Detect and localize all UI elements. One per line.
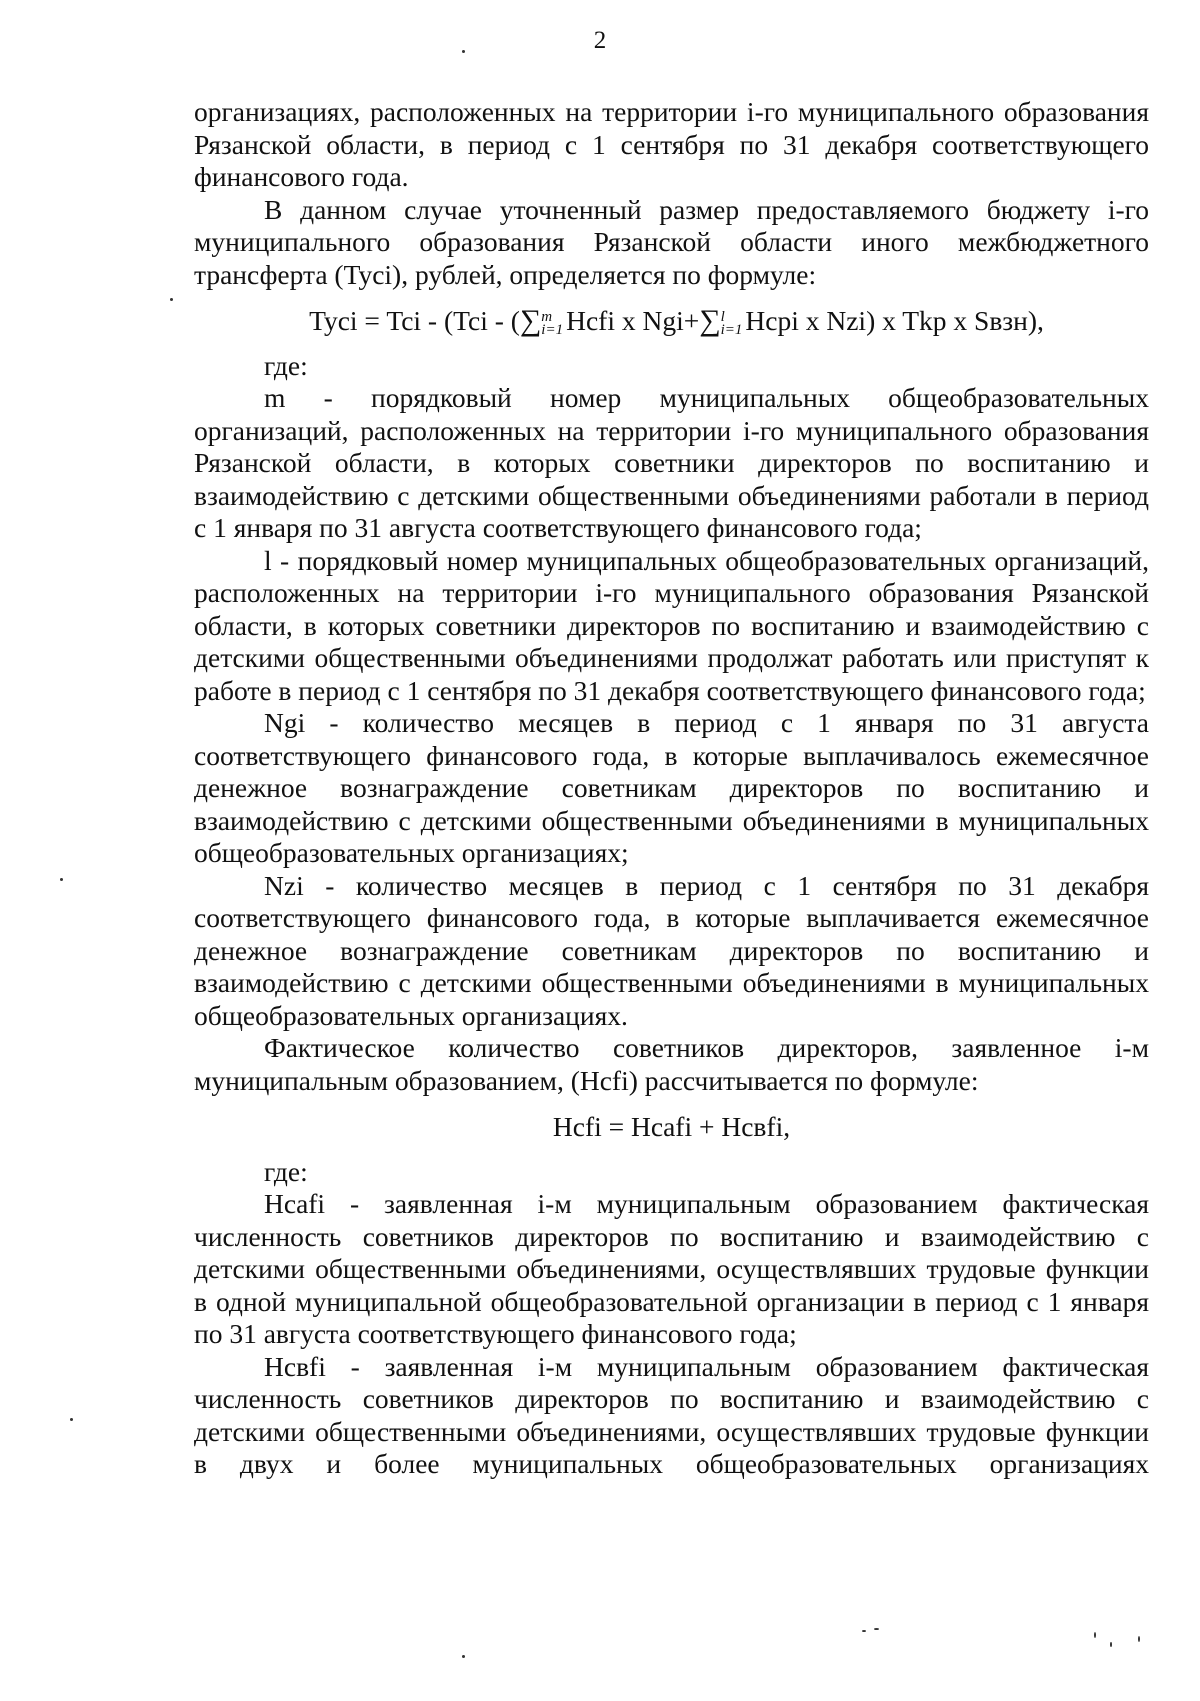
where-label: где: [264, 349, 308, 381]
scan-speck [1094, 1632, 1096, 1638]
scan-speck [862, 1630, 866, 1632]
paragraph-transfer-intro: В данном случае уточненный размер предоставляемого бюджету i-го муниципального образования Рязанской области иного межбюджетного трансферта (Tyci), рублей, определяется по формуле: [194, 193, 1149, 290]
sum-symbol: ∑ [699, 304, 721, 337]
paragraph-continuation: организациях, расположенных на территории i-го муниципального образования Рязанской области, в период с 1 сентября по 31 декабря соответствующего финансового года. [194, 96, 1149, 192]
formula-hcfi: Hcfi = Hcafi + Hcвfi, [552, 1111, 791, 1142]
formula-lead: Tyci = Tci - (Tci - ( [309, 305, 520, 336]
sum-limits-m: m i=1 [541, 308, 564, 338]
definition-hcafi: Hcafi - заявленная i-м муниципальным образованием фактическая численность советников директоров по воспитанию и взаимодействию с детскими общественными объединениями, осуществлявших трудовые функции в одной муниципальной общеобразовательной организации в период с 1 января по 31 августа соответствующего финансового года; [194, 1188, 1149, 1349]
scan-speck [60, 878, 63, 881]
where-label: где: [264, 1155, 308, 1187]
definition-nzi: Nzi - количество месяцев в период с 1 сентября по 31 декабря соответствующего финансового года, в которые выплачивается ежемесячное денежное вознаграждение советникам директоров по воспитанию и взаимодействию с детскими общественными объединениями в муниципальных общеобразовательных организациях. [194, 869, 1149, 1031]
scan-speck [1138, 1636, 1140, 1642]
formula-tyci [194, 305, 1149, 338]
scan-speck [170, 298, 173, 301]
paragraph-fact-intro: Фактическое количество советников директоров, заявленное i-м муниципальным образованием, (Hcfi) рассчитывается по формуле: [194, 1032, 1149, 1096]
document-body [194, 96, 1149, 1481]
scan-speck [874, 1628, 879, 1630]
definition-m: m - порядковый номер муниципальных общеобразовательных организаций, расположенных на территории i-го муниципального образования Рязанской области, в которых советники директоров по воспитанию и взаимодействию с детскими общественными объединениями работали в период с 1 января по 31 августа соответствующего финансового года; [194, 382, 1149, 543]
scan-speck [462, 1655, 465, 1658]
scan-speck [70, 1418, 73, 1421]
scan-speck [1110, 1642, 1112, 1647]
definition-ngi: Ngi - количество месяцев в период с 1 января по 31 августа соответствующего финансового года, в которые выплачивалось ежемесячное денежное вознаграждение советникам директоров по воспитанию и взаимодействию с детскими общественными объединениями в муниципальных общеобразовательных организациях; [194, 707, 1149, 868]
formula-term-1: Hcfi x Ngi+ [566, 305, 700, 336]
formula-term-2: Hcpi x Nzi) x Tkp x Sвзн), [745, 305, 1044, 336]
page-number: 2 [593, 27, 607, 54]
scan-speck [462, 50, 465, 53]
definition-hcbfi: Hcвfi - заявленная i-м муниципальным образованием фактическая численность советников директоров по воспитанию и взаимодействию с детскими общественными объединениями, осуществлявших трудовые функции в двух и более муниципальных общеобразовательных организациях [194, 1350, 1149, 1479]
sum-limits-l: l i=1 [720, 308, 743, 338]
definition-l: l - порядковый номер муниципальных общеобразовательных организаций, расположенных на территории i-го муниципального образования Рязанской области, в которых советники директоров по воспитанию и взаимодействию с детскими общественными объединениями продолжат работать или приступят к работе в период с 1 сентября по 31 декабря соответствующего финансового года; [194, 544, 1149, 706]
sum-symbol: ∑ [519, 304, 542, 337]
